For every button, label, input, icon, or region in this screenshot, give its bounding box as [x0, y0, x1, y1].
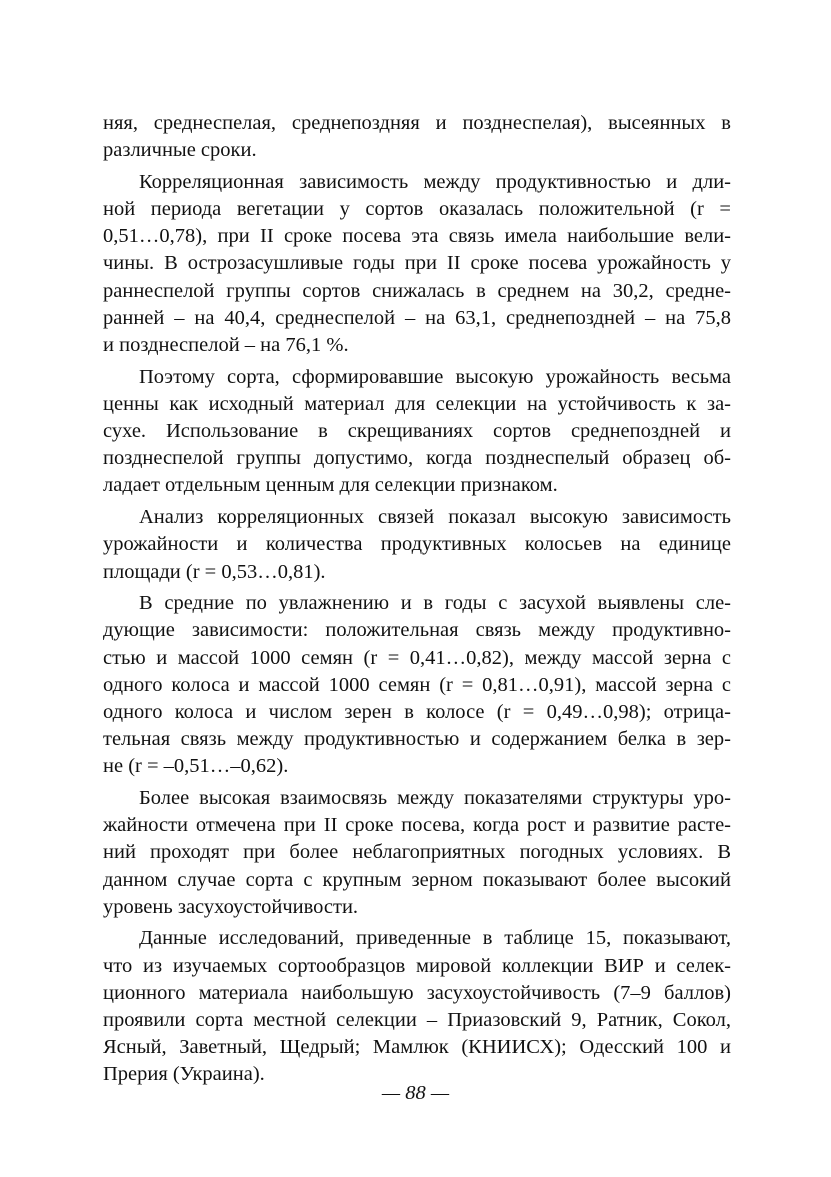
text-line: Корреляционная зависимость между продуктивностью и дли- [139, 170, 731, 193]
text-line: данном случае сорта с крупным зерном показывают более высокий [103, 868, 731, 891]
text-line: что из изучаемых сортообразцов мировой коллекции ВИР и селек- [103, 954, 731, 977]
text-line: Ясный, Заветный, Щедрый; Мамлюк (КНИИСХ); Одесский 100 и [103, 1036, 731, 1059]
text-line: Поэтому сорта, сформировавшие высокую урожайность весьма [139, 365, 731, 388]
paragraph-drought-resistance [103, 925, 731, 1088]
text-line: ранней – на 40,4, среднеспелой – на 63,1, среднепоздней – на 75,8 [103, 306, 731, 329]
text-line: урожайности и количества продуктивных колосьев на единице [103, 533, 731, 556]
text-line: сухе. Использование в скрещиваниях сортов среднепоздней и [103, 420, 731, 443]
text-line: различные сроки. [103, 139, 257, 162]
paragraph-dependencies [103, 590, 731, 780]
text-line: жайности отмечена при II сроке посева, когда рост и развитие расте- [103, 814, 731, 837]
text-line: ний проходят при более неблагоприятных погодных условиях. В [103, 841, 731, 864]
text-line: Анализ корреляционных связей показал высокую зависимость [139, 506, 731, 529]
text-line: чины. В острозасушливые годы при II сроке посева урожайность у [103, 252, 731, 275]
text-line: и позднеспелой – на 76,1 %. [103, 334, 349, 356]
text-line: Более высокая взаимосвязь между показателями структуры уро- [139, 787, 731, 809]
text-line: 0,51…0,78), при II сроке посева эта связь имела наибольшие вели- [103, 225, 731, 248]
text-line: уровень засухоустойчивости. [103, 895, 359, 918]
text-line: не (r = –0,51…–0,62). [103, 755, 289, 778]
text-line: ционного материала наибольшую засухоустойчивость (7–9 баллов) [103, 981, 731, 1004]
paragraph-continuation [103, 110, 731, 164]
text-line: стью и массой 1000 семян (r = 0,41…0,82), между массой зерна с [103, 646, 731, 669]
text-line: ной периода вегетации у сортов оказалась положительной (r = [103, 198, 731, 221]
text-line: Данные исследований, приведенные в таблице 15, показывают, [139, 927, 731, 950]
text-line: одного колоса и массой 1000 семян (r = 0,81…0,91), массой зерна с [103, 673, 731, 696]
text-line: дующие зависимости: положительная связь между продуктивно- [103, 619, 731, 642]
text-line: Прерия (Украина). [103, 1063, 265, 1086]
page-body [103, 110, 731, 1089]
text-line: тельная связь между продуктивностью и содержанием белка в зер- [103, 728, 731, 751]
text-line: няя, среднеспелая, среднепоздняя и позднеспелая), высеянных в [103, 112, 731, 134]
text-line: В средние по увлажнению и в годы с засухой выявлены сле- [139, 592, 731, 615]
text-line: раннеспелой группы сортов снижалась в среднем на 30,2, средне- [103, 279, 731, 302]
paragraph-yield-structure [103, 785, 731, 921]
text-line: площади (r = 0,53…0,81). [103, 560, 326, 583]
text-line: ценны как исходный материал для селекции на устойчивость к за- [103, 392, 731, 415]
text-line: одного колоса и числом зерен в колосе (r = 0,49…0,98); отрица- [103, 700, 731, 723]
paragraph-correlation-analysis [103, 504, 731, 586]
text-line: проявили сорта местной селекции – Приазовский 9, Ратник, Сокол, [103, 1009, 731, 1031]
paragraph-correlation-vegetation [103, 169, 731, 359]
page-number: — 88 — [381, 1082, 450, 1104]
paragraph-breeding-material [103, 364, 731, 500]
text-line: ладает отдельным ценным для селекции признаком. [103, 474, 558, 497]
text-line: позднеспелой группы допустимо, когда позднеспелый образец об- [103, 447, 731, 470]
